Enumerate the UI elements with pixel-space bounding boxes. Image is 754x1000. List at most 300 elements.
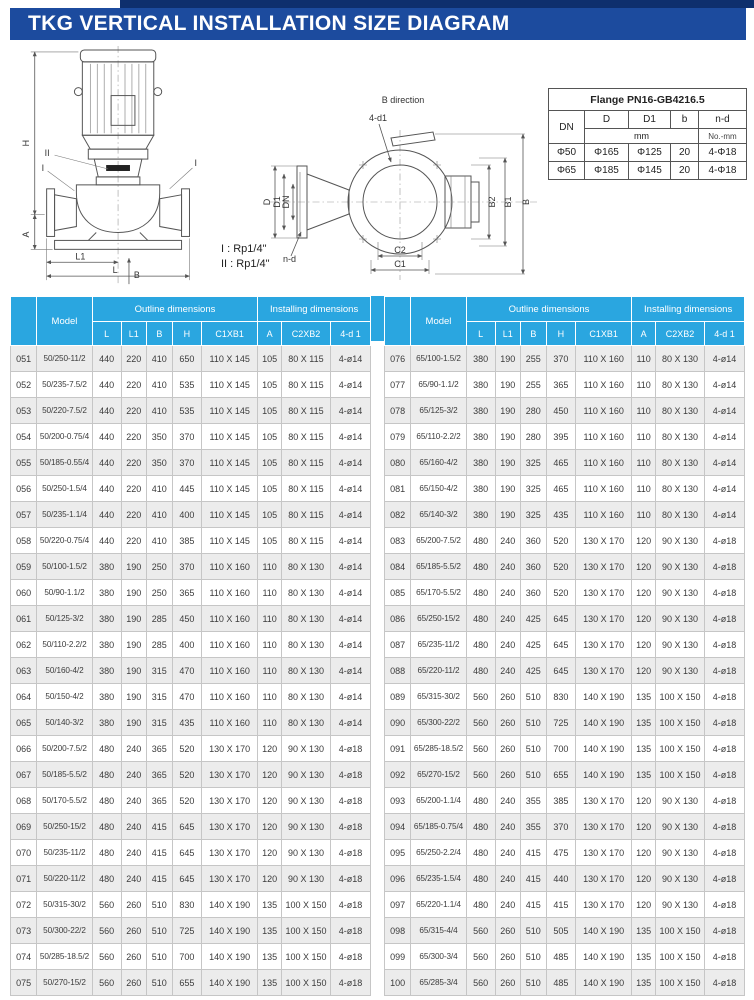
model-cell: 50/200-7.5/2 [37,736,92,762]
right-table-body [385,346,745,996]
flange-col-d: D [585,111,629,129]
dimension-cell: 190 [495,372,521,398]
dimension-cell: 110 X 160 [576,346,632,372]
dimension-cell: 360 [521,580,547,606]
dimension-cell: 130 X 170 [202,866,258,892]
row-number-cell: 087 [385,632,411,658]
dimension-cell: 110 X 145 [202,476,258,502]
table-row [385,580,745,606]
dimension-cell: 220 [121,502,147,528]
dimension-cell: 440 [92,502,121,528]
table-row [385,840,745,866]
dimension-cell: 100 X 150 [656,944,705,970]
dimension-cell: 120 [632,632,656,658]
dimension-cell: 485 [546,944,576,970]
dimension-cell: 560 [466,684,495,710]
model-cell: 65/315-4/4 [411,918,466,944]
table-row [385,632,745,658]
dimension-cell: 90 X 130 [656,580,705,606]
col-b: B [147,322,173,346]
dimension-cell: 480 [466,788,495,814]
dimension-cell: 90 X 130 [656,632,705,658]
dimension-cell: 120 [258,814,282,840]
dimension-cell: 105 [258,346,282,372]
dimension-cell: 415 [147,840,173,866]
table-row [11,762,371,788]
dimension-cell: 520 [546,528,576,554]
dimension-cell: 90 X 130 [282,814,331,840]
model-header: Model [37,297,92,346]
dimension-cell: 830 [546,684,576,710]
dimension-table-right [384,296,745,996]
dimension-cell: 435 [172,710,202,736]
table-row [11,866,371,892]
dimension-cell: 260 [495,762,521,788]
dimension-cell: 260 [495,970,521,996]
model-cell: 50/125-3/2 [37,606,92,632]
col-4d1: 4-d 1 [704,322,744,346]
dimension-cell: 4-ø18 [704,840,744,866]
dimension-cell: 140 X 190 [576,918,632,944]
dimension-cell: 480 [466,632,495,658]
dimension-cell: 470 [172,684,202,710]
dimension-cell: 380 [92,710,121,736]
dimension-cell: 80 X 130 [282,554,331,580]
table-row [11,840,371,866]
flange-unit-nomm: No.-mm [699,129,747,144]
dimension-cell: 80 X 115 [282,476,331,502]
installing-dimensions-header: Installing dimensions [258,297,371,322]
dimension-cell: 380 [466,424,495,450]
dimension-cell: 4-ø14 [704,450,744,476]
dimension-cell: 280 [521,424,547,450]
table-row [11,502,371,528]
col-c2xb2: C2XB2 [282,322,331,346]
dimension-cell: 645 [172,840,202,866]
dimension-cell: 135 [632,944,656,970]
dimension-cell: 380 [92,606,121,632]
table-row [385,970,745,996]
dimension-cell: 260 [495,944,521,970]
dimension-cell: 240 [121,736,147,762]
dim-d1-label: D1 [272,196,282,208]
dimension-cell: 260 [495,736,521,762]
dimension-cell: 410 [147,372,173,398]
dimension-cell: 4-ø14 [330,710,370,736]
dimension-cell: 130 X 170 [202,788,258,814]
model-header: Model [411,297,466,346]
dimension-cell: 120 [632,892,656,918]
dimension-cell: 725 [546,710,576,736]
dimension-cell: 80 X 130 [282,606,331,632]
table-row [385,398,745,424]
table-row [385,372,745,398]
dimension-cell: 480 [92,814,121,840]
dimension-cell: 240 [495,632,521,658]
model-cell: 50/315-30/2 [37,892,92,918]
dimension-cell: 370 [546,346,576,372]
table-row [385,944,745,970]
dimension-cell: 110 [258,684,282,710]
dimension-cell: 410 [147,502,173,528]
row-number-cell: 057 [11,502,37,528]
dimension-cell: 120 [632,840,656,866]
dimension-cell: 440 [92,528,121,554]
table-row [385,684,745,710]
dimension-cell: 260 [121,918,147,944]
dimension-cell: 4-ø18 [704,554,744,580]
dimension-cell: 4-ø14 [330,346,370,372]
dimension-cell: 220 [121,346,147,372]
dimension-cell: 190 [495,346,521,372]
dimension-cell: 130 X 170 [576,632,632,658]
dimension-cell: 190 [121,606,147,632]
dimension-cell: 4-ø18 [330,762,370,788]
dimension-cell: 130 X 170 [576,580,632,606]
dim-l1-label: L1 [75,251,86,262]
dimension-cell: 255 [521,372,547,398]
row-number-cell: 099 [385,944,411,970]
dimension-cell: 190 [495,476,521,502]
dimension-cell: 4-ø18 [704,944,744,970]
dim-c2-label: C2 [394,245,406,255]
flange-table-title: Flange PN16-GB4216.5 [549,89,747,111]
table-row [385,606,745,632]
dimension-cell: 370 [172,450,202,476]
dimension-cell: 110 X 160 [202,606,258,632]
dimension-cell: 250 [147,554,173,580]
dimension-cell: 510 [521,762,547,788]
dimension-cell: 110 X 160 [202,554,258,580]
dimension-cell: 645 [546,606,576,632]
dim-dn-label: DN [281,195,291,209]
table-row [11,346,371,372]
table-row [549,162,747,180]
flange-unit-mm: mm [585,129,699,144]
dimension-cell: 100 X 150 [656,684,705,710]
dimension-cell: 190 [121,554,147,580]
flange-table [548,88,747,180]
dimension-cell: 440 [92,346,121,372]
dimension-cell: 135 [632,736,656,762]
row-number-cell: 062 [11,632,37,658]
model-cell: 65/235-11/2 [411,632,466,658]
dimension-cell: 135 [258,944,282,970]
dimension-cell: 105 [258,450,282,476]
dimension-cell: 440 [92,372,121,398]
dimension-cell: 410 [147,398,173,424]
plug-note-2: II : Rp1/4" [221,258,270,270]
dimension-cell: 240 [495,866,521,892]
row-number-cell: 064 [11,684,37,710]
table-row [11,814,371,840]
dimension-cell: 830 [172,892,202,918]
table-row [385,424,745,450]
flange-col-nd: n-d [699,111,747,129]
dimension-cell: 415 [521,866,547,892]
row-number-cell: 075 [11,970,37,996]
dimension-cell: 135 [632,918,656,944]
dimension-cell: 645 [172,814,202,840]
model-cell: 65/285-18.5/2 [411,736,466,762]
row-number-cell: 089 [385,684,411,710]
page-title: TKG VERTICAL INSTALLATION SIZE DIAGRAM [10,8,746,40]
dimension-cell: 370 [546,814,576,840]
top-accent-strip [120,0,754,8]
dimension-cell: 4-ø14 [704,372,744,398]
dimension-cell: 110 [258,580,282,606]
figures-section [0,42,754,294]
dimension-cell: 380 [466,476,495,502]
dimension-cell: 315 [147,710,173,736]
row-number-cell: 082 [385,502,411,528]
model-cell: 65/140-3/2 [411,502,466,528]
flange-col-b: b [671,111,699,129]
model-cell: 50/300-22/2 [37,918,92,944]
dimension-cell: 80 X 130 [656,372,705,398]
dimension-cell: 365 [147,788,173,814]
dimension-cell: 4-ø18 [704,970,744,996]
dimension-cell: 120 [632,606,656,632]
model-cell: 65/125-3/2 [411,398,466,424]
dimension-cell: 110 X 160 [202,580,258,606]
model-cell: 65/220-1.1/4 [411,892,466,918]
dimension-cell: 475 [546,840,576,866]
model-cell: 50/220-0.75/4 [37,528,92,554]
dimension-cell: 465 [546,450,576,476]
dimension-cell: 350 [147,450,173,476]
dimension-cell: 520 [172,736,202,762]
dimension-cell: 80 X 115 [282,502,331,528]
dimension-cell: 190 [121,684,147,710]
dimension-cell: 105 [258,424,282,450]
table-row [11,632,371,658]
dimension-cell: 415 [546,892,576,918]
b-direction-drawing [245,90,545,285]
table-row [385,814,745,840]
table-row [385,658,745,684]
row-number-cell: 093 [385,788,411,814]
dimension-cell: 560 [92,944,121,970]
dimension-cell: 4-ø14 [704,424,744,450]
row-number-cell: Φ50 [549,144,585,162]
dimension-cell: 4-ø14 [330,424,370,450]
model-cell: 65/300-3/4 [411,944,466,970]
dimension-cell: 510 [147,970,173,996]
dimension-cell: 105 [258,502,282,528]
row-number-cell: 086 [385,606,411,632]
dimension-table-left [10,296,371,996]
dimension-cell: 140 X 190 [576,736,632,762]
model-cell: 65/200-7.5/2 [411,528,466,554]
table-row [11,788,371,814]
row-number-cell: 078 [385,398,411,424]
row-number-cell: 067 [11,762,37,788]
dimension-cell: 110 X 145 [202,372,258,398]
dimension-cell: 135 [258,970,282,996]
model-cell: 65/220-11/2 [411,658,466,684]
row-number-cell: 092 [385,762,411,788]
dimension-cell: 560 [466,710,495,736]
table-row [385,892,745,918]
dimension-cell: 80 X 115 [282,372,331,398]
dimension-cell: 480 [466,814,495,840]
dimension-cell: 110 [258,710,282,736]
dimension-cell: 4-ø14 [330,398,370,424]
table-row [385,710,745,736]
dimension-cell: 4-ø18 [704,866,744,892]
dimension-cell: 250 [147,580,173,606]
plug-notes [221,242,270,272]
table-row [11,658,371,684]
model-cell: 50/220-11/2 [37,866,92,892]
table-row [549,144,747,162]
dimension-cell: 360 [521,528,547,554]
model-cell: 50/250-11/2 [37,346,92,372]
dimension-cell: 120 [258,866,282,892]
col-l1: L1 [495,322,521,346]
dimension-cell: 400 [172,632,202,658]
row-number-cell: 080 [385,450,411,476]
dimension-cell: 110 [258,606,282,632]
dimension-cell: 650 [172,346,202,372]
dimension-cell: 110 X 160 [576,476,632,502]
dimension-cell: 110 X 160 [202,710,258,736]
dimension-cell: 110 X 160 [202,632,258,658]
dimension-cell: 90 X 130 [282,788,331,814]
dim-b-view-label: B [521,198,531,206]
dimension-cell: 110 X 145 [202,424,258,450]
model-cell: Φ165 [585,144,629,162]
dimension-cell: 240 [495,788,521,814]
dimension-cell: 380 [92,632,121,658]
dimension-cell: 130 X 170 [202,762,258,788]
row-number-cell: 055 [11,450,37,476]
table-row [11,580,371,606]
dimension-cell: 410 [147,346,173,372]
dimension-cell: 135 [258,918,282,944]
table-row [11,606,371,632]
dimension-cell: 4-ø14 [704,346,744,372]
dimension-cell: 4-ø18 [704,788,744,814]
dimension-cell: 110 [632,398,656,424]
dimension-cell: 120 [258,736,282,762]
dimension-cell: 105 [258,528,282,554]
dimension-cell: 325 [521,450,547,476]
dimension-cell: 260 [121,892,147,918]
dimension-cell: 140 X 190 [202,918,258,944]
dimension-cell: 510 [147,944,173,970]
dimension-cell: 4-ø18 [704,710,744,736]
dimension-cell: 480 [466,528,495,554]
dimension-cell: 110 [258,658,282,684]
row-number-cell: 079 [385,424,411,450]
dimension-cell: 510 [147,892,173,918]
dimension-cell: 90 X 130 [282,736,331,762]
dimension-cell: Φ145 [629,162,671,180]
table-row [385,502,745,528]
dimension-cell: 110 [632,372,656,398]
model-cell: 50/90-1.1/2 [37,580,92,606]
dimension-cell: 450 [172,606,202,632]
dimension-cell: 450 [546,398,576,424]
row-number-cell: 077 [385,372,411,398]
dimension-cell: 80 X 130 [656,502,705,528]
model-cell: 50/270-15/2 [37,970,92,996]
dimension-cell: 260 [495,918,521,944]
dimension-cell: 120 [632,554,656,580]
dimension-cell: 380 [92,554,121,580]
dimension-cell: 510 [521,918,547,944]
table-row [11,918,371,944]
dimension-cell: 190 [495,398,521,424]
dimension-cell: 220 [121,528,147,554]
dimension-cell: 440 [92,398,121,424]
dimension-cell: 700 [172,944,202,970]
dimension-cell: 325 [521,476,547,502]
dimension-cell: 480 [92,762,121,788]
left-table-body [11,346,371,996]
dimension-cell: 90 X 130 [656,788,705,814]
model-cell: 65/170-5.5/2 [411,580,466,606]
dimension-cell: 90 X 130 [656,840,705,866]
dimension-cell: 20 [671,144,699,162]
dimension-cell: 135 [632,710,656,736]
dimension-cell: 80 X 130 [282,580,331,606]
model-cell: 50/170-5.5/2 [37,788,92,814]
row-number-cell: 095 [385,840,411,866]
dimension-cell: 135 [632,970,656,996]
dimension-cell: 4-ø18 [704,580,744,606]
dimension-cell: 4-ø18 [330,814,370,840]
flange-table-body [549,144,747,180]
dimension-cell: 135 [632,684,656,710]
dimension-cell: 535 [172,398,202,424]
dimension-cell: 130 X 170 [576,788,632,814]
dimension-cell: 380 [466,502,495,528]
dimension-cell: 480 [466,658,495,684]
dimension-cell: 645 [546,658,576,684]
dimension-cell: 480 [92,736,121,762]
row-number-cell: 090 [385,710,411,736]
dimension-tables [10,296,745,996]
dimension-cell: 400 [172,502,202,528]
dimension-cell: 4-ø14 [330,580,370,606]
dimension-cell: 110 X 145 [202,502,258,528]
plug-ii-label: II [44,148,50,159]
dimension-cell: 110 X 145 [202,346,258,372]
model-cell: 65/270-15/2 [411,762,466,788]
dim-l-label: L [112,265,118,276]
installing-dimensions-header: Installing dimensions [632,297,745,322]
model-cell: 50/250-15/2 [37,814,92,840]
table-row [11,476,371,502]
dim-h-label: H [20,139,31,147]
model-cell: Φ185 [585,162,629,180]
dimension-cell: 80 X 130 [656,398,705,424]
dimension-cell: 4-ø18 [330,892,370,918]
dimension-cell: 220 [121,398,147,424]
dimension-cell: 425 [521,606,547,632]
dimension-cell: 370 [172,554,202,580]
dimension-cell: 410 [147,476,173,502]
col-4d1: 4-d 1 [330,322,370,346]
dimension-cell: 510 [521,710,547,736]
table-row [11,736,371,762]
dimension-cell: 4-ø14 [330,632,370,658]
dimension-cell: 380 [92,658,121,684]
dimension-cell: 315 [147,684,173,710]
